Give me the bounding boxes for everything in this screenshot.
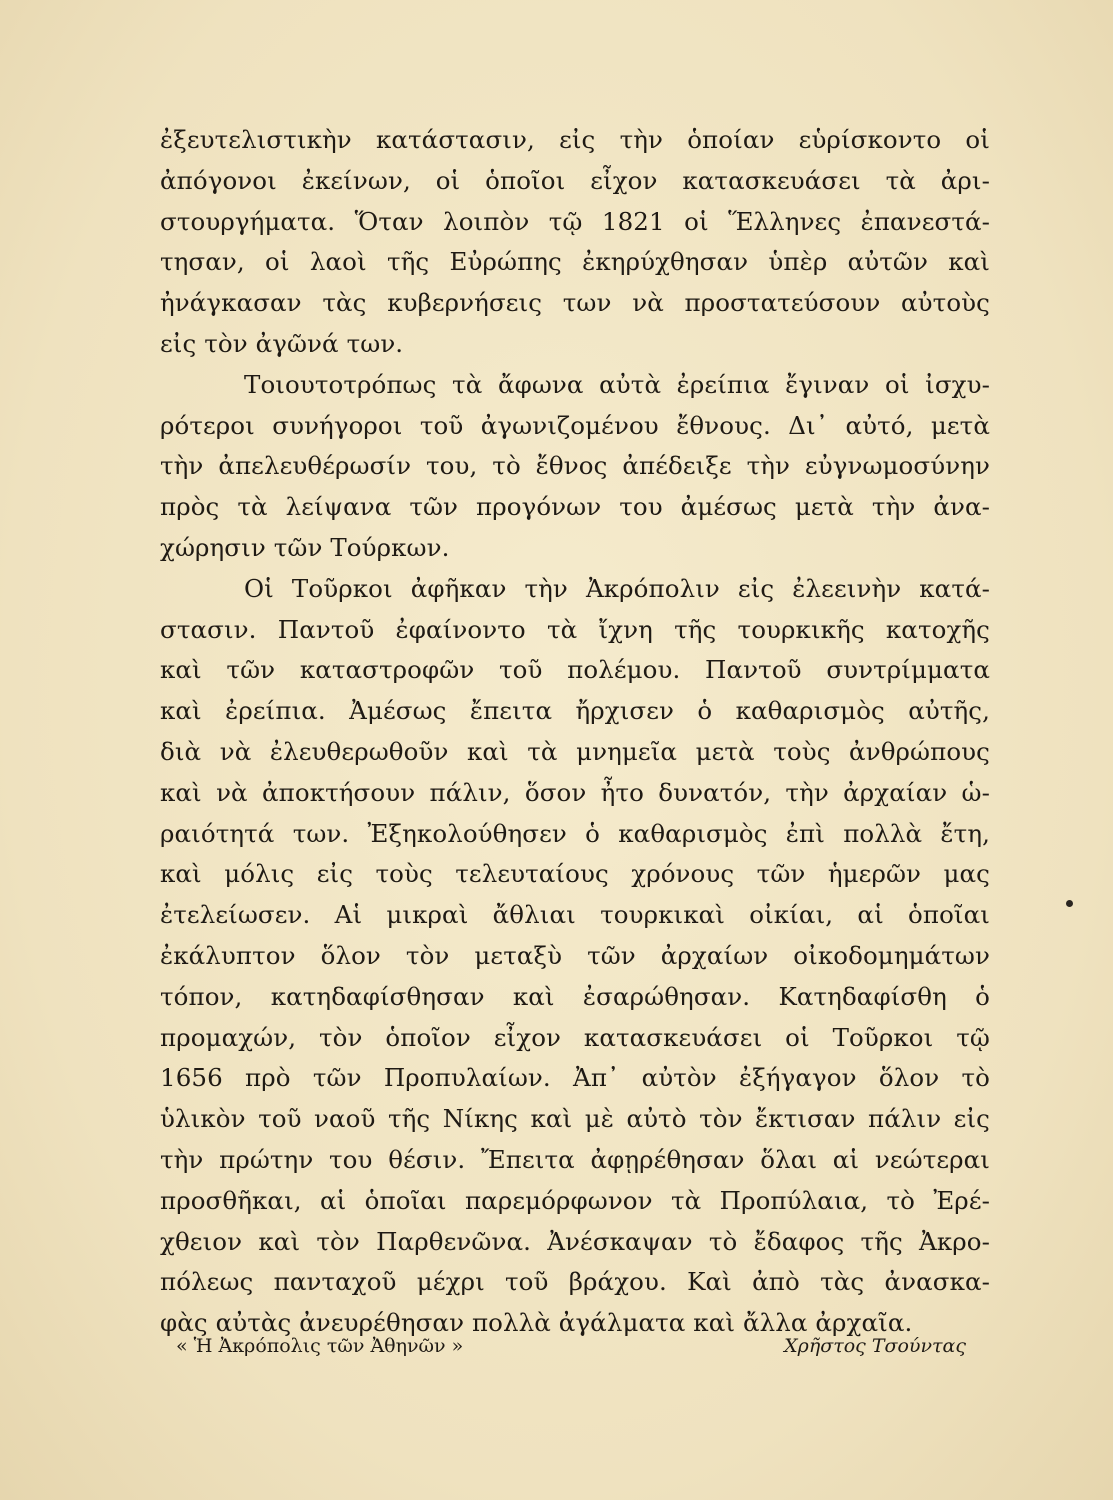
text-line: καὶ μόλις εἰς τοὺς τελευταίους χρόνους τῶν ἡμερῶν μας [160, 859, 990, 889]
text-line: τόπον, κατηδαφίσθησαν καὶ ἐσαρώθησαν. Κατηδαφίσθη ὁ [160, 981, 990, 1011]
paragraph-3 [160, 569, 990, 1344]
text-line: ἠνάγκασαν τὰς κυβερνήσεις των νὰ προστατεύσουν αὐτοὺς [160, 288, 990, 318]
text-line: Τοιουτοτρόπως τὰ ἄφωνα αὐτὰ ἐρείπια ἔγιναν οἱ ἰσχυ- [244, 369, 990, 399]
text-line: προσθῆκαι, αἱ ὁποῖαι παρεμόρφωνον τὰ Προπύλαια, τὸ Ἐρέ- [160, 1185, 990, 1215]
paragraph-2 [160, 365, 990, 569]
text-line: 1656 πρὸ τῶν Προπυλαίων. Ἀπ᾽ αὐτὸν ἐξήγαγον ὅλον τὸ [160, 1063, 990, 1093]
text-line: ἀπόγονοι ἐκείνων, οἱ ὁποῖοι εἶχον κατασκευάσει τὰ ἀρι- [160, 165, 990, 195]
author-name: Χρῆστος Τσούντας [784, 1335, 966, 1357]
ink-speck [1066, 900, 1073, 907]
text-line: χώρησιν τῶν Τούρκων. [160, 532, 450, 562]
text-line: ὑλικὸν τοῦ ναοῦ τῆς Νίκης καὶ μὲ αὐτὸ τὸν ἔκτισαν πάλιν εἰς [160, 1104, 990, 1134]
text-line: ἐκάλυπτον ὅλον τὸν μεταξὺ τῶν ἀρχαίων οἰκοδομημάτων [160, 940, 990, 970]
text-line: καὶ νὰ ἀποκτήσουν πάλιν, ὅσον ἦτο δυνατόν, τὴν ἀρχαίαν ὡ- [160, 777, 990, 807]
text-line: ρότεροι συνήγοροι τοῦ ἀγωνιζομένου ἔθνους. Δι᾽ αὐτό, μετὰ [160, 410, 990, 440]
text-line: πρὸς τὰ λείψανα τῶν προγόνων του ἀμέσως μετὰ τὴν ἀνα- [160, 492, 990, 522]
text-line: στουργήματα. Ὅταν λοιπὸν τῷ 1821 οἱ Ἕλληνες ἐπανεστά- [160, 206, 990, 236]
text-line: εἰς τὸν ἀγῶνά των. [160, 328, 404, 358]
text-line: πόλεως πανταχοῦ μέχρι τοῦ βράχου. Καὶ ἀπὸ τὰς ἀνασκα- [160, 1267, 990, 1297]
text-line: στασιν. Παντοῦ ἐφαίνοντο τὰ ἴχνη τῆς τουρκικῆς κατοχῆς [160, 614, 990, 644]
attribution [176, 1335, 966, 1375]
source-title: « Ἡ Ἀκρόπολις τῶν Ἀθηνῶν » [176, 1335, 464, 1357]
text-line: καὶ ἐρείπια. Ἀμέσως ἔπειτα ἤρχισεν ὁ καθαρισμὸς αὐτῆς, [160, 696, 990, 726]
text-line: τὴν ἀπελευθέρωσίν του, τὸ ἔθνος ἀπέδειξε τὴν εὐγνωμοσύνην [160, 451, 990, 481]
text-line: χθειον καὶ τὸν Παρθενῶνα. Ἀνέσκαψαν τὸ ἔδαφος τῆς Ἀκρο- [160, 1226, 990, 1256]
text-line: ἐξευτελιστικὴν κατάστασιν, εἰς τὴν ὁποίαν εὑρίσκοντο οἱ [160, 125, 990, 154]
text-line: διὰ νὰ ἐλευθερωθοῦν καὶ τὰ μνημεῖα μετὰ τοὺς ἀνθρώπους [160, 736, 990, 766]
text-line: Οἱ Τοῦρκοι ἀφῆκαν τὴν Ἀκρόπολιν εἰς ἐλεεινὴν κατά- [244, 573, 990, 603]
text-line: ἐτελείωσεν. Αἱ μικραὶ ἄθλιαι τουρκικαὶ οἰκίαι, αἱ ὁποῖαι [160, 900, 990, 930]
text-line: προμαχών, τὸν ὁποῖον εἶχον κατασκευάσει οἱ Τοῦρκοι τῷ [160, 1022, 990, 1052]
text-line: τησαν, οἱ λαοὶ τῆς Εὐρώπης ἐκηρύχθησαν ὑπὲρ αὐτῶν καὶ [160, 247, 990, 277]
text-line: τὴν πρώτην του θέσιν. Ἔπειτα ἀφῃρέθησαν ὅλαι αἱ νεώτεραι [160, 1144, 990, 1174]
paragraph-1 [160, 120, 990, 365]
text-line: φὰς αὐτὰς ἀνευρέθησαν πολλὰ ἀγάλματα καὶ ἄλλα ἀρχαῖα. [160, 1308, 913, 1338]
text-line: ραιότητά των. Ἐξηκολούθησεν ὁ καθαρισμὸς ἐπὶ πολλὰ ἔτη, [160, 818, 990, 848]
text-line: καὶ τῶν καταστροφῶν τοῦ πολέμου. Παντοῦ συντρίμματα [160, 655, 990, 685]
body-text [160, 120, 990, 1344]
